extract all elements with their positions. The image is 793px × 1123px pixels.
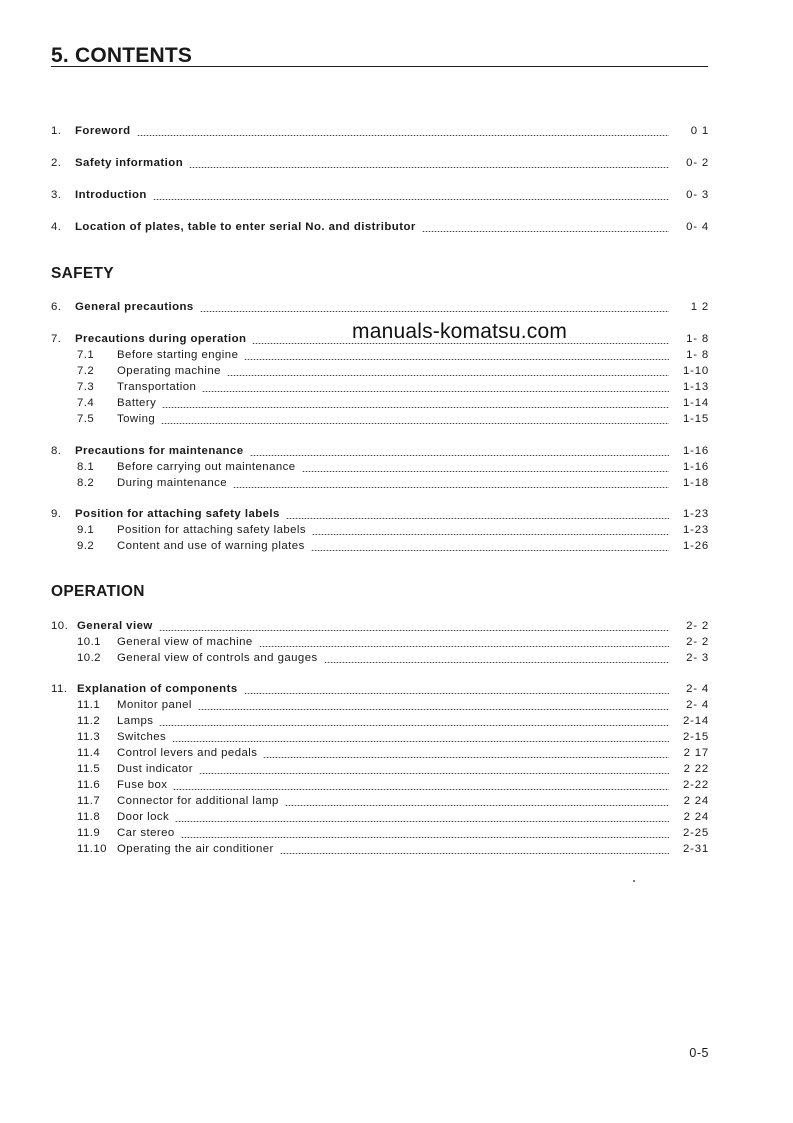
toc-subentry-number: 8.1 [77,461,95,473]
toc-entry-page: 1-23 [683,508,709,520]
toc-subentry-page: 1-26 [683,540,709,552]
toc-subentry[interactable] [51,842,709,857]
section-heading-safety: SAFETY [51,265,114,282]
toc-subentry-label: Car stereo [117,827,175,839]
toc-entry-label: Precautions during operation [75,333,247,345]
toc-subentry-page: 2 24 [683,795,709,807]
toc-subentry[interactable] [51,730,709,745]
toc-subentry-label: Monitor panel [117,699,192,711]
toc-subentry[interactable] [51,714,709,729]
toc-subentry-label: Switches [117,731,167,743]
toc-entry-number: 9. [51,508,62,520]
toc-subentry-number: 11.1 [77,699,101,711]
toc-entry-label: Position for attaching safety labels [75,508,280,520]
toc-entry[interactable] [51,220,709,235]
toc-entry-page: 2- 4 [686,683,709,695]
toc-subentry-label: Door lock [117,811,170,823]
toc-subentry[interactable] [51,635,709,650]
toc-subentry-page: 2- 3 [686,652,709,664]
dot-leader [286,518,669,519]
toc-subentry[interactable] [51,412,709,427]
dot-leader [324,662,669,663]
toc-entry-number: 6. [51,301,62,313]
toc-subentry-page: 1-16 [683,461,709,473]
toc-subentry[interactable] [51,380,709,395]
dot-leader [250,455,670,456]
dot-leader [422,231,669,232]
toc-entry-label: Safety information [75,157,184,169]
toc-subentry-label: Lamps [117,715,154,727]
toc-subentry-label: Towing [117,413,156,425]
dot-leader [312,534,669,535]
toc-subentry-label: Transportation [117,381,197,393]
toc-subentry-label: Content and use of warning plates [117,540,305,552]
toc-subentry-number: 10.2 [77,652,101,664]
toc-subentry[interactable] [51,826,709,841]
toc-entry-label: Explanation of components [77,683,238,695]
toc-subentry-page: 1-13 [683,381,709,393]
toc-subentry-number: 11.6 [77,779,101,791]
toc-entry-number: 4. [51,221,62,233]
toc-entry-page: 0- 3 [686,189,709,201]
toc-entry[interactable] [51,188,709,203]
toc-entry[interactable] [51,444,709,459]
dot-leader [175,821,669,822]
toc-entry-number: 3. [51,189,62,201]
dot-leader [189,167,669,168]
dot-leader [259,646,669,647]
toc-entry-number: 1. [51,125,62,137]
toc-entry-page: 0- 4 [686,221,709,233]
watermark: manuals-komatsu.com [352,320,568,343]
toc-subentry-number: 7.4 [77,397,95,409]
dot-leader [244,693,669,694]
toc-subentry-number: 11.9 [77,827,101,839]
toc-entry-page: 0 1 [690,125,709,137]
toc-entry-label: Precautions for maintenance [75,445,244,457]
toc-entry-label: Foreword [75,125,131,137]
toc-subentry[interactable] [51,460,709,475]
toc-subentry[interactable] [51,698,709,713]
scan-speck [633,880,635,882]
toc-subentry-label: Before starting engine [117,349,239,361]
dot-leader [161,423,669,424]
toc-entry[interactable] [51,124,709,139]
dot-leader [233,487,669,488]
toc-entry-label: Introduction [75,189,147,201]
toc-entry-page: 1- 8 [686,333,709,345]
toc-subentry[interactable] [51,810,709,825]
toc-entry-number: 7. [51,333,62,345]
toc-entry[interactable] [51,619,709,634]
toc-subentry-label: During maintenance [117,477,228,489]
toc-subentry-page: 1-15 [683,413,709,425]
toc-subentry-page: 2-15 [683,731,709,743]
toc-entry-number: 2. [51,157,62,169]
toc-subentry-label: Battery [117,397,157,409]
toc-subentry-page: 2-14 [683,715,709,727]
page-title: 5. CONTENTS [51,44,193,67]
dot-leader [302,471,669,472]
toc-entry-page: 0- 2 [686,157,709,169]
section-heading-operation: OPERATION [51,583,145,600]
toc-subentry[interactable] [51,523,709,538]
toc-subentry-page: 2-25 [683,827,709,839]
dot-leader [200,311,669,312]
toc-subentry-label: Operating machine [117,365,221,377]
toc-subentry-label: Before carrying out maintenance [117,461,296,473]
dot-leader [172,741,669,742]
toc-subentry[interactable] [51,651,709,666]
dot-leader [162,407,669,408]
toc-entry-page: 1 2 [690,301,709,313]
dot-leader [159,725,669,726]
dot-leader [263,757,669,758]
toc-subentry[interactable] [51,348,709,363]
toc-subentry[interactable] [51,396,709,411]
dot-leader [153,199,669,200]
toc-subentry-page: 2- 2 [686,636,709,648]
toc-subentry-number: 8.2 [77,477,95,489]
dot-leader [244,359,669,360]
toc-subentry-label: Position for attaching safety labels [117,524,307,536]
toc-subentry[interactable] [51,476,709,491]
toc-subentry[interactable] [51,762,709,777]
toc-entry[interactable] [51,300,709,315]
dot-leader [285,805,669,806]
toc-subentry-label: Fuse box [117,779,168,791]
dot-leader [280,853,669,854]
toc-subentry-number: 7.5 [77,413,95,425]
toc-subentry-number: 11.2 [77,715,101,727]
toc-subentry-page: 1-18 [683,477,709,489]
toc-subentry-number: 10.1 [77,636,101,648]
dot-leader [137,135,670,136]
toc-entry-page: 1-16 [683,445,709,457]
toc-subentry[interactable] [51,539,709,554]
dot-leader [198,709,669,710]
toc-subentry-label: Connector for additional lamp [117,795,279,807]
toc-subentry-page: 1-14 [683,397,709,409]
toc-subentry-page: 2 22 [683,763,709,775]
dot-leader [227,375,669,376]
toc-subentry-number: 7.3 [77,381,95,393]
toc-subentry-number: 11.4 [77,747,101,759]
toc-subentry-label: General view of controls and gauges [117,652,318,664]
toc-entry[interactable] [51,156,709,171]
toc-subentry-number: 7.1 [77,349,95,361]
toc-subentry[interactable] [51,746,709,761]
dot-leader [181,837,669,838]
title-underline [51,66,708,67]
toc-entry-number: 8. [51,445,62,457]
toc-entry-number: 10. [51,620,69,632]
toc-subentry-page: 2-22 [683,779,709,791]
toc-subentry-label: Control levers and pedals [117,747,258,759]
toc-entry-label: General view [77,620,153,632]
toc-subentry-number: 11.3 [77,731,101,743]
toc-subentry-label: General view of machine [117,636,253,648]
toc-subentry[interactable] [51,364,709,379]
toc-subentry-number: 11.8 [77,811,101,823]
toc-subentry-number: 9.2 [77,540,95,552]
toc-subentry[interactable] [51,778,709,793]
dot-leader [202,391,669,392]
toc-subentry-label: Operating the air conditioner [117,843,274,855]
toc-subentry-page: 2- 4 [686,699,709,711]
toc-subentry-page: 2 17 [683,747,709,759]
toc-entry-page: 2- 2 [686,620,709,632]
toc-entry[interactable] [51,682,709,697]
toc-subentry-page: 2-31 [683,843,709,855]
toc-subentry-number: 11.7 [77,795,101,807]
toc-subentry-number: 11.5 [77,763,101,775]
page-number: 0-5 [689,1046,709,1060]
toc-entry-label: Location of plates, table to enter serial No. and distributor [75,221,416,233]
toc-entry-label: General precautions [75,301,194,313]
toc-subentry-page: 1-23 [683,524,709,536]
toc-subentry-number: 9.1 [77,524,95,536]
toc-subentry-page: 1- 8 [686,349,709,361]
dot-leader [173,789,669,790]
toc-subentry-label: Dust indicator [117,763,193,775]
toc-subentry-page: 2 24 [683,811,709,823]
toc-entry[interactable] [51,507,709,522]
toc-subentry[interactable] [51,794,709,809]
dot-leader [199,773,669,774]
toc-subentry-number: 11.10 [77,843,107,855]
toc-subentry-number: 7.2 [77,365,95,377]
toc-entry-number: 11. [51,683,68,695]
toc-subentry-page: 1-10 [683,365,709,377]
dot-leader [311,550,669,551]
dot-leader [159,630,669,631]
